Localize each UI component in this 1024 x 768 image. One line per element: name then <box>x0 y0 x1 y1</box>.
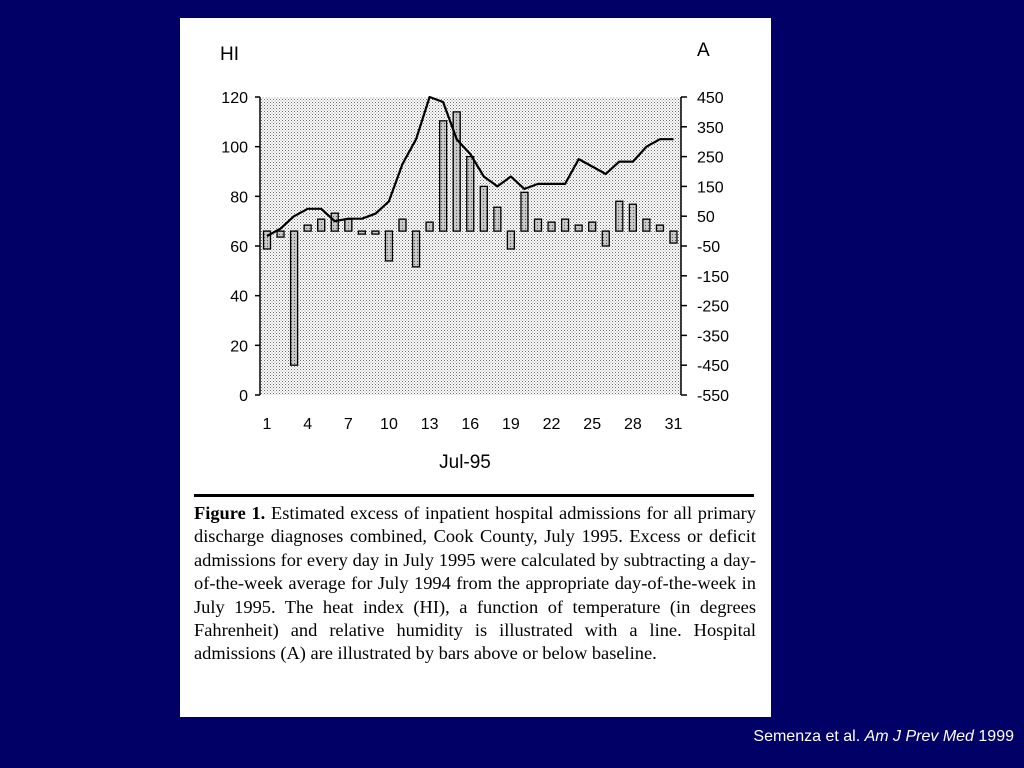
x-tick-label: 22 <box>542 416 561 433</box>
right-tick-label: -350 <box>697 328 730 346</box>
admission-bar <box>629 204 636 231</box>
x-tick-label: 1 <box>262 416 272 433</box>
right-tick-label: 150 <box>697 179 724 197</box>
x-tick-label: 10 <box>380 416 398 433</box>
admission-bar <box>589 222 596 231</box>
admission-bar <box>507 231 514 249</box>
admission-bar <box>535 219 542 231</box>
admission-bar <box>291 231 298 365</box>
citation-authors: Semenza et al. <box>753 728 861 745</box>
admission-bar <box>480 186 487 231</box>
right-tick-label: -450 <box>697 358 730 376</box>
admission-bar <box>426 222 433 231</box>
x-tick-label: 25 <box>583 416 602 433</box>
admission-bar <box>277 231 284 237</box>
citation <box>753 728 1014 746</box>
left-tick-label: 20 <box>230 338 248 356</box>
right-tick-label: -150 <box>697 268 730 286</box>
admission-bar <box>616 201 623 231</box>
citation-journal: Am J Prev Med <box>864 728 974 745</box>
figure-caption <box>194 502 756 666</box>
admission-bar <box>467 157 474 232</box>
plot-area <box>260 97 681 395</box>
admission-bar <box>562 219 569 231</box>
left-axis-title: HI <box>220 44 239 65</box>
left-tick-label: 0 <box>239 388 248 405</box>
admission-bar <box>643 219 650 231</box>
left-tick-label: 100 <box>221 139 248 157</box>
left-tick-label: 120 <box>221 90 248 107</box>
admission-bar <box>345 219 352 231</box>
x-tick-label: 16 <box>461 416 480 433</box>
admission-bar <box>670 231 677 243</box>
caption-rule <box>194 494 754 497</box>
right-tick-label: -550 <box>697 388 730 405</box>
admission-bar <box>656 225 663 231</box>
admission-bar <box>318 219 325 231</box>
x-tick-label: 7 <box>343 416 353 433</box>
right-tick-label: 350 <box>697 119 724 137</box>
caption-text: Estimated excess of inpatient hospital admissions for all primary discharge diagnoses combined, Cook County, July 1995. Excess or deficit admissions for every day in July 1995 were calculated by subtracting a day-of-the-week average for July 1994 from the appropriate day-of-the-week in July 1995. The heat index (HI), a function of temperature (in degrees Fahrenheit) and relative humidity is illustrated with a line. Hospital admissions (A) are illustrated by bars above or below baseline. <box>194 503 757 664</box>
admission-bar <box>413 231 420 267</box>
x-tick-label: 19 <box>502 416 520 433</box>
admission-bar <box>358 231 365 234</box>
right-tick-label: 450 <box>697 90 724 107</box>
admission-bar <box>304 225 311 231</box>
right-tick-label: 250 <box>697 149 724 167</box>
admission-bar <box>440 121 447 231</box>
admission-bar <box>575 225 582 231</box>
right-tick-label: -250 <box>697 298 730 316</box>
right-axis-title: A <box>697 40 710 61</box>
x-tick-label: 13 <box>420 416 439 433</box>
x-tick-label: 4 <box>303 416 313 433</box>
admission-bar <box>521 192 528 231</box>
figure-label: Figure 1. <box>194 503 266 523</box>
admission-bar <box>494 207 501 231</box>
x-axis-label: Jul-95 <box>439 452 491 473</box>
admission-bar <box>602 231 609 246</box>
x-axis-ticks <box>263 416 683 433</box>
admission-bar <box>372 231 379 234</box>
left-tick-label: 40 <box>230 288 248 306</box>
citation-year: 1999 <box>978 728 1014 745</box>
admission-bar <box>399 219 406 231</box>
admission-bar <box>548 222 555 231</box>
heat-index-admissions-chart <box>180 18 771 488</box>
left-tick-label: 60 <box>230 239 248 256</box>
x-tick-label: 28 <box>623 416 642 433</box>
figure-panel <box>180 18 771 717</box>
right-tick-label: -50 <box>697 239 721 256</box>
x-tick-label: 31 <box>664 416 683 433</box>
right-tick-label: 50 <box>697 209 715 227</box>
admission-bar <box>385 231 392 261</box>
left-tick-label: 80 <box>230 189 248 207</box>
right-axis-ticks <box>681 90 729 405</box>
left-axis-ticks <box>221 90 260 405</box>
